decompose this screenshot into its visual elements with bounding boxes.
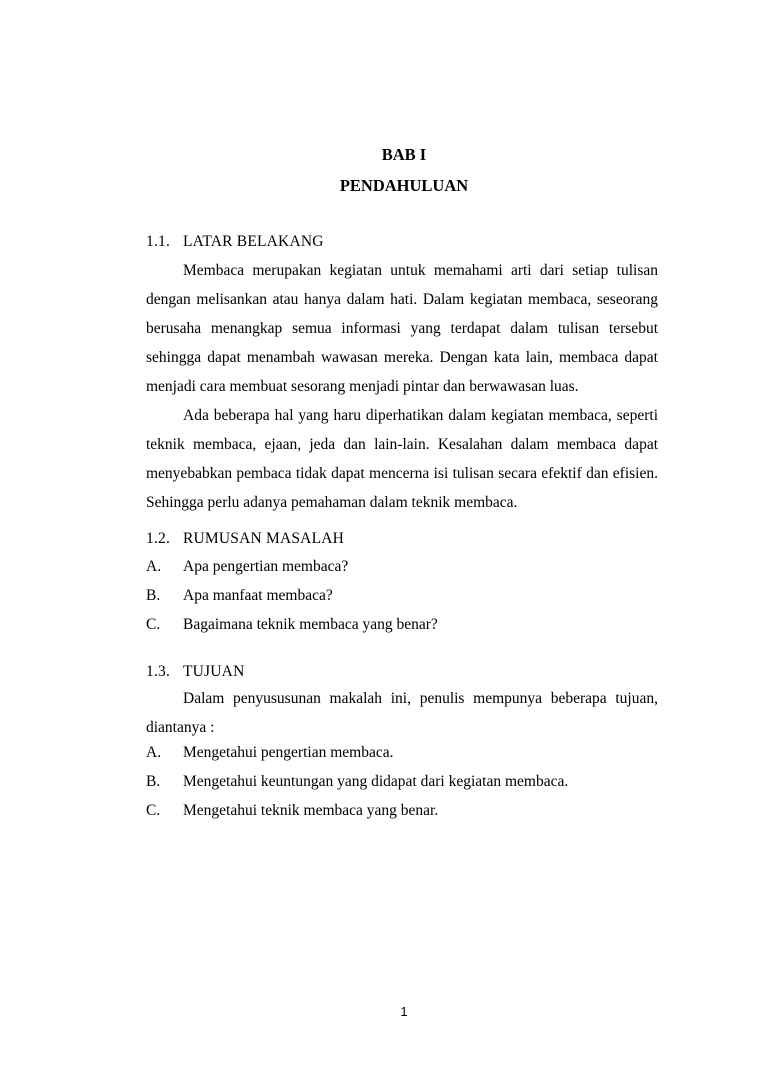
list-item <box>146 796 666 825</box>
list-item-text: Bagaimana teknik membaca yang benar? <box>183 616 438 633</box>
section-heading-latar-belakang <box>146 233 324 251</box>
paragraph-latar-belakang-2: Ada beberapa hal yang haru diperhatikan dalam kegiatan membaca, seperti teknik membaca, ejaan, jeda dan lain-lain. Kesalahan dalam membaca dapat menyebabkan pembaca tidak dapat mencerna isi tulisan secara efektif dan efisien. Sehingga perlu adanya pemahaman dalam teknik membaca. <box>146 407 658 511</box>
section-heading-rumusan-masalah <box>146 530 344 548</box>
list-marker: B. <box>146 773 161 790</box>
section-title: LATAR BELAKANG <box>183 233 324 250</box>
section-number: 1.2. <box>146 530 171 547</box>
list-marker: A. <box>146 558 162 575</box>
section-number: 1.1. <box>146 233 171 250</box>
chapter-title: PENDAHULUAN <box>339 176 469 195</box>
list-marker: C. <box>146 616 161 633</box>
paragraph-tujuan-intro: Dalam penyususunan makalah ini, penulis mempunya beberapa tujuan, diantanya : <box>146 690 658 736</box>
list-item <box>146 610 666 639</box>
list-item-text: Apa pengertian membaca? <box>183 558 349 575</box>
list-marker: C. <box>146 802 161 819</box>
list-marker: B. <box>146 587 161 604</box>
list-item-text: Mengetahui teknik membaca yang benar. <box>183 802 439 819</box>
paragraph-latar-belakang-1: Membaca merupakan kegiatan untuk memahami arti dari setiap tulisan dengan melisankan atau hanya dalam hati. Dalam kegiatan membaca, seseorang berusaha menangkap semua informasi yang terdapat dalam tulisan tersebut sehingga dapat menambah wawasan mereka. Dengan kata lain, membaca dapat menjadi cara membuat sesorang menjadi pintar dan berwawasan luas. <box>146 262 658 395</box>
list-item <box>146 552 666 581</box>
list-marker: A. <box>146 744 162 761</box>
list-item <box>146 767 666 796</box>
chapter-number: BAB I <box>381 145 427 164</box>
list-item <box>146 738 666 767</box>
page-number: 1 <box>400 1004 408 1019</box>
section-title: TUJUAN <box>183 663 245 680</box>
list-item-text: Apa manfaat membaca? <box>183 587 333 604</box>
section-heading-tujuan <box>146 663 244 681</box>
list-item <box>146 581 666 610</box>
section-title: RUMUSAN MASALAH <box>183 530 345 547</box>
list-item-text: Mengetahui pengertian membaca. <box>183 744 394 761</box>
list-item-text: Mengetahui keuntungan yang didapat dari kegiatan membaca. <box>183 773 569 790</box>
rumusan-masalah-list <box>146 552 666 639</box>
tujuan-list <box>146 738 666 825</box>
section-number: 1.3. <box>146 663 171 680</box>
